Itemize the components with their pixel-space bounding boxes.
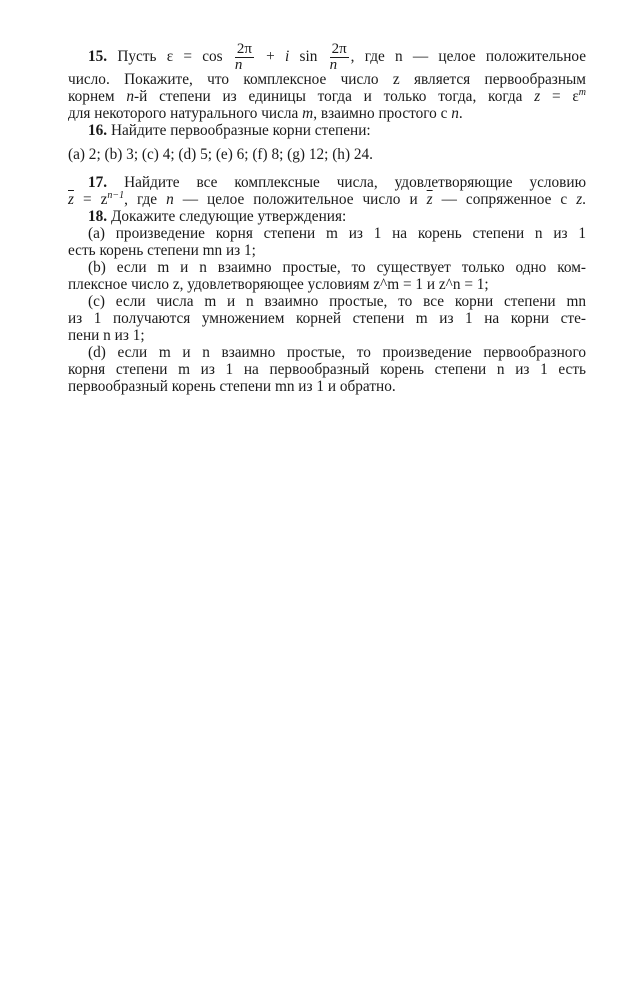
problem-18-line-1 (88, 208, 586, 226)
math-z: z (534, 88, 541, 105)
math-exponent-n-minus-1: n−1 (107, 190, 125, 201)
problem-18-c-line-3: пени n из 1; (68, 327, 145, 344)
fraction-denominator-2: n (329, 57, 338, 73)
problem-15-line-1 (88, 42, 586, 73)
fraction-numerator-2: 2π (331, 41, 347, 57)
text-fragment: , взаимно простого с (313, 105, 452, 122)
problem-18-a-line-2: есть корень степени mn из 1; (68, 242, 256, 259)
text-fragment: для некоторого натурального числа (68, 105, 303, 122)
problem-18-c-line-1: (c) если числа m и n взаимно простые, то все корни степени mn (88, 293, 586, 310)
problem-18-d-line-2: корня степени m из 1 на первообразный корень степени n из 1 есть (68, 361, 586, 378)
plus-sign: + (266, 48, 286, 66)
problem-17-line-1 (88, 174, 586, 192)
text-fragment: -й степени из единицы тогда и только тогда, когда (134, 88, 535, 105)
problem-16-number: 16. (88, 122, 108, 139)
problem-15-line-2: число. Покажите, что комплексное число z является первообразным (68, 71, 586, 88)
text-fragment: = z (73, 191, 108, 208)
text-fragment: . (458, 105, 463, 122)
math-n: n (166, 191, 174, 208)
problem-18-a-line-1: (a) произведение корня степени m из 1 на корень степени n из 1 (88, 225, 586, 242)
problem-17-number: 17. (88, 174, 108, 191)
problem-15-tail: , где n — целое положительное (350, 48, 587, 66)
math-z-bar: $\overline{z}$ (426, 191, 433, 208)
problem-15-number: 15. (88, 48, 108, 66)
text-fragment: корнем (68, 88, 127, 105)
problem-15-line-3 (68, 88, 586, 106)
math-n: n (451, 105, 459, 122)
problem-18-text: Докажите следующие утверждения: (110, 208, 347, 225)
problem-17-text: Найдите все комплексные числа, удовлетворяющие условию (124, 174, 587, 191)
text-fragment: = ε (540, 88, 579, 105)
fraction-numerator: 2π (236, 41, 252, 57)
problem-15-line-4 (68, 105, 586, 123)
math-n: n (126, 88, 135, 105)
problem-18-b-line-2: плексное число z, удовлетворяющее условиям z^m = 1 и z^n = 1; (68, 276, 489, 293)
problem-18-number: 18. (88, 208, 108, 225)
math-z: z (576, 191, 583, 208)
problem-18-b-line-1: (b) если m и n взаимно простые, то существует только одно ком- (88, 259, 586, 276)
math-m: m (302, 105, 314, 122)
fraction-2pi-over-n (235, 42, 254, 73)
text-fragment: . (582, 191, 586, 208)
problem-16-text: Найдите первообразные корни степени: (110, 122, 371, 139)
problem-18-d-line-1: (d) если m и n взаимно простые, то произведение первообразного (88, 344, 586, 361)
problem-18-c-line-2: из 1 получаются умножением корней степени m из 1 на корни сте- (68, 310, 586, 327)
fraction-2pi-over-n-2 (330, 42, 349, 73)
problem-17-line-2 (68, 191, 586, 209)
problem-18-d-line-3: первообразный корень степени mn из 1 и обратно. (68, 378, 396, 395)
problem-16-line-1 (88, 122, 586, 140)
math-exponent-m: m (578, 87, 587, 98)
sin-label: sin (289, 48, 318, 66)
text-fragment: — сопряженное с (432, 191, 577, 208)
text-fragment: , где (124, 191, 167, 208)
problem-16-list: (a) 2; (b) 3; (c) 4; (d) 5; (e) 6; (f) 8; (g) 12; (h) 24. (68, 146, 373, 163)
problem-15-intro: Пусть ε = cos (117, 48, 223, 66)
fraction-denominator: n (234, 57, 243, 73)
text-fragment: — целое положительное число и (173, 191, 427, 208)
imaginary-unit: i (285, 48, 290, 66)
math-z-bar: $\overline{z}$ (68, 191, 74, 208)
